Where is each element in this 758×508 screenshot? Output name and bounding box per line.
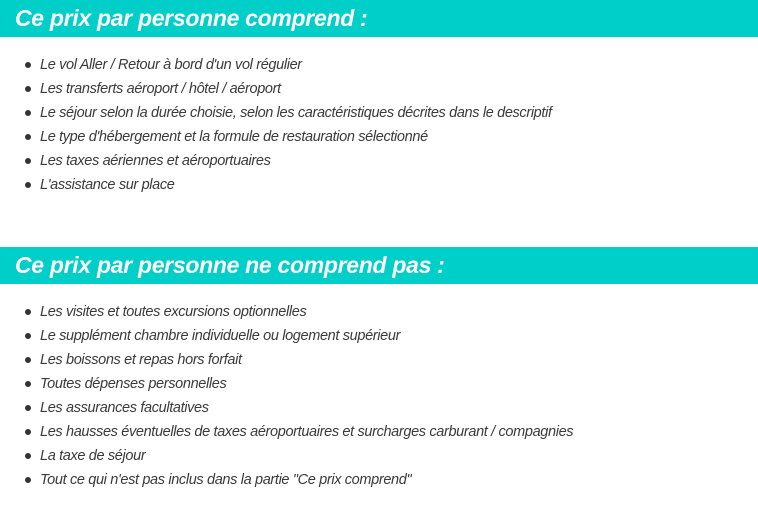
list-item-text: Les transferts aéroport / hôtel / aéroport [40,81,281,97]
list-item [0,53,552,77]
list-item-text: L'assistance sur place [40,177,175,193]
list-item-text: La taxe de séjour [40,448,146,464]
list-item-text: Les visites et toutes excursions optionnelles [40,304,307,320]
bullet-icon [25,429,31,435]
bullet-icon [25,357,31,363]
list-item-text: Le type d'hébergement et la formule de restauration sélectionné [40,129,428,145]
list-item [0,420,573,444]
list-item-text: Les boissons et repas hors forfait [40,352,242,368]
list-item-text: Les hausses éventuelles de taxes aéroportuaires et surcharges carburant / compagnies [40,424,574,440]
list-item-text: Les assurances facultatives [40,400,209,416]
bullet-icon [25,333,31,339]
list-item [0,396,573,420]
list-item [0,300,573,324]
list-item [0,149,552,173]
list-item-text: Tout ce qui n'est pas inclus dans la partie "Ce prix comprend" [40,472,412,488]
bullet-icon [25,381,31,387]
bullet-icon [25,453,31,459]
excluded-list [0,300,573,492]
list-item [0,372,573,396]
included-section-title: Ce prix par personne comprend : [0,0,758,37]
list-item-text: Le supplément chambre individuelle ou logement supérieur [40,328,401,344]
list-item [0,101,552,125]
list-item [0,348,573,372]
list-item [0,444,573,468]
list-item-text: Le séjour selon la durée choisie, selon les caractéristiques décrites dans le descriptif [40,105,552,121]
list-item-text: Toutes dépenses personnelles [40,376,227,392]
bullet-icon [25,62,31,68]
bullet-icon [25,86,31,92]
list-item [0,77,552,101]
bullet-icon [25,110,31,116]
list-item [0,468,573,492]
list-item-text: Les taxes aériennes et aéroportuaires [40,153,271,169]
included-list [0,53,552,197]
bullet-icon [25,405,31,411]
bullet-icon [25,182,31,188]
bullet-icon [25,309,31,315]
bullet-icon [25,477,31,483]
bullet-icon [25,158,31,164]
list-item [0,125,552,149]
list-item [0,324,573,348]
excluded-section-title: Ce prix par personne ne comprend pas : [0,247,758,284]
bullet-icon [25,134,31,140]
list-item-text: Le vol Aller / Retour à bord d'un vol régulier [40,57,302,73]
list-item [0,173,552,197]
